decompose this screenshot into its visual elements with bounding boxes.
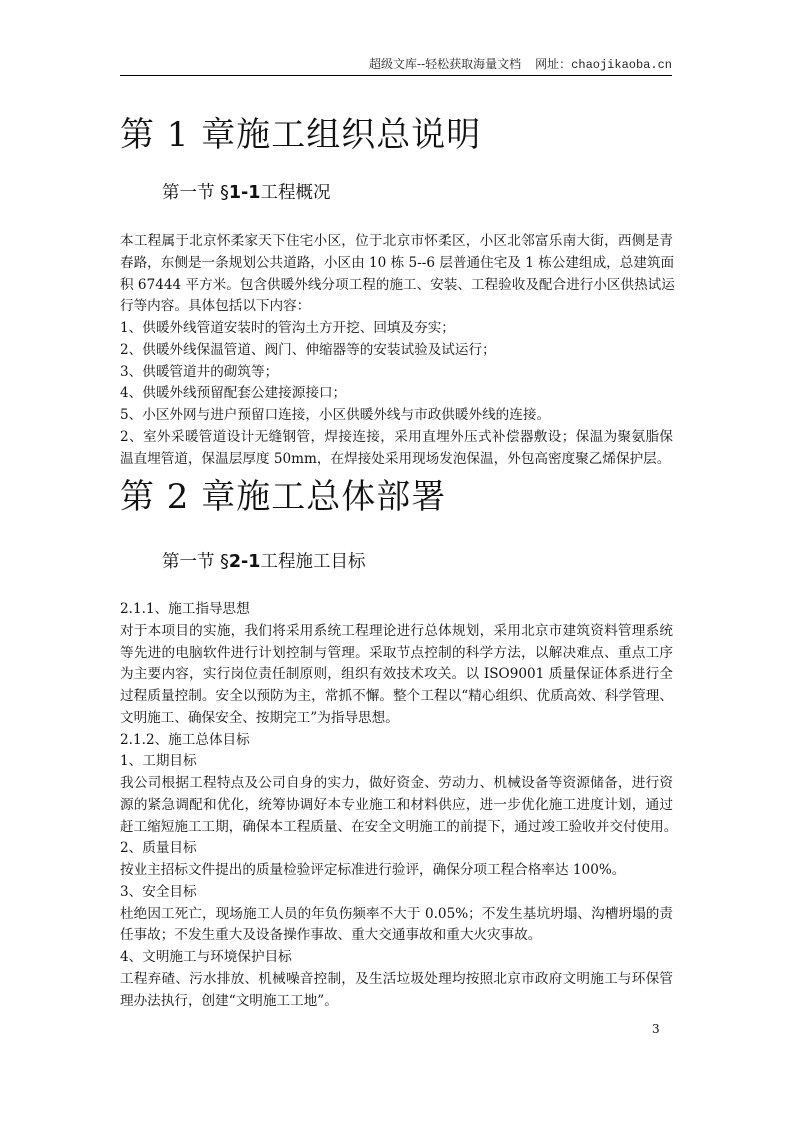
text-line: 任事故；不发生重大及设备操作事故、重大交通事故和重大火灾事故。 [120,927,542,944]
text-line: 对于本项目的实施，我们将采用系统工程理论进行总体规划，采用北京市建筑资料管理系统 [120,622,673,639]
text-line: 我公司根据工程特点及公司自身的实力，做好资金、劳动力、机械设备等资源储备，进行资 [120,775,673,791]
text-line: 4、供暖外线预留配套公建接源接口； [120,385,347,402]
section-prefix: 第一节 § [162,552,229,572]
text-line: 本工程属于北京怀柔家天下住宅小区，位于北京市怀柔区，小区北邻富乐南大街，西侧是青 [120,233,673,249]
text-line: 理办法执行，创建“文明施工工地”。 [120,992,338,1009]
header-divider [120,75,672,76]
text-line: 2、室外采暖管道设计无缝钢管，焊接连接，采用直埋外压式补偿器敷设；保温为聚氨脂保 [120,428,673,445]
section-number: 2-1 [228,552,261,572]
section-name: 工程施工目标 [260,552,366,572]
text-line: 5、小区外网与进户预留口连接，小区供暖外线与市政供暖外线的连接。 [120,407,551,423]
text-line: 温直埋管道，保温层厚度 50mm，在焊接处采用现场发泡保温，外包高密度聚乙烯保护层。 [120,450,671,467]
page-number: 3 [652,1022,660,1036]
section-number: 1-1 [228,183,261,203]
text-line: 等先进的电脑软件进行计划控制与管理。采取节点控制的科学方法，以解决难点、重点工序 [120,644,673,661]
text-line: 源的紧急调配和优化，统筹协调好本专业施工和材料供应，进一步优化施工进度计划，通过 [120,796,673,813]
text-line: 2.1.2、施工总体目标 [120,731,250,748]
text-line: 3、安全目标 [120,883,197,900]
text-line: 杜绝因工死亡，现场施工人员的年负伤频率不大于 0.05%；不发生基坑坍塌、沟槽坍塌的责 [120,905,673,922]
text-line: 文明施工、确保安全、按期完工”为指导思想。 [120,709,399,726]
text-line: 赶工缩短施工工期，确保本工程质量、在安全文明施工的前提下，通过竣工验收并交付使用。 [120,818,678,835]
text-line: 为主要内容，实行岗位责任制原则，组织有效技术攻关。以 ISO9001 质量保证体系进行全 [120,666,673,683]
text-line: 春路，东侧是一条规划公共道路，小区由 10 栋 5--6 层普通住宅及 1 栋公建组成，总建筑面 [120,254,675,271]
text-line: 行等内容。具体包括以下内容： [120,298,311,315]
section-1-1-title [162,181,330,205]
chapter-1-title: 第 1 章施工组织总说明 [120,115,482,155]
section-prefix: 第一节 § [162,183,229,203]
text-line: 3、供暖管道井的砌筑等； [120,363,279,380]
text-line: 按业主招标文件提出的质量检验评定标准进行验评，确保分项工程合格率达 100%。 [120,862,626,878]
section-2-1-title [162,550,365,574]
chapter-2-body [120,599,678,1012]
text-line: 积 67444 平方米。包含供暖外线分项工程的施工、安装、工程验收及配合进行小区供热试运 [120,276,675,293]
text-line: 2、供暖外线保温管道、阀门、伸缩器等的安装试验及试运行； [120,341,496,358]
text-line: 1、工期目标 [120,753,197,770]
chapter-1-body [120,231,673,470]
text-line: 1、供暖外线管道安装时的管沟土方开挖、回填及夯实； [120,320,455,336]
text-line: 2.1.1、施工指导思想 [120,601,250,617]
header-url: 网址：chaojikaoba.cn [535,58,672,72]
chapter-2-title: 第 2 章施工总体部署 [120,477,447,517]
text-line: 过程质量控制。安全以预防为主，常抓不懈。整个工程以“精心组织、优质高效、科学管理、 [120,688,673,704]
header-site: 超级文库--轻松获取海量文档 [369,57,522,71]
text-line: 4、文明施工与环境保护目标 [120,949,292,965]
page-header [120,55,672,72]
text-line: 2、质量目标 [120,840,197,857]
text-line: 工程弃碴、污水排放、机械噪音控制，及生活垃圾处理均按照北京市政府文明施工与环保管 [120,970,673,987]
section-name: 工程概况 [260,183,331,203]
